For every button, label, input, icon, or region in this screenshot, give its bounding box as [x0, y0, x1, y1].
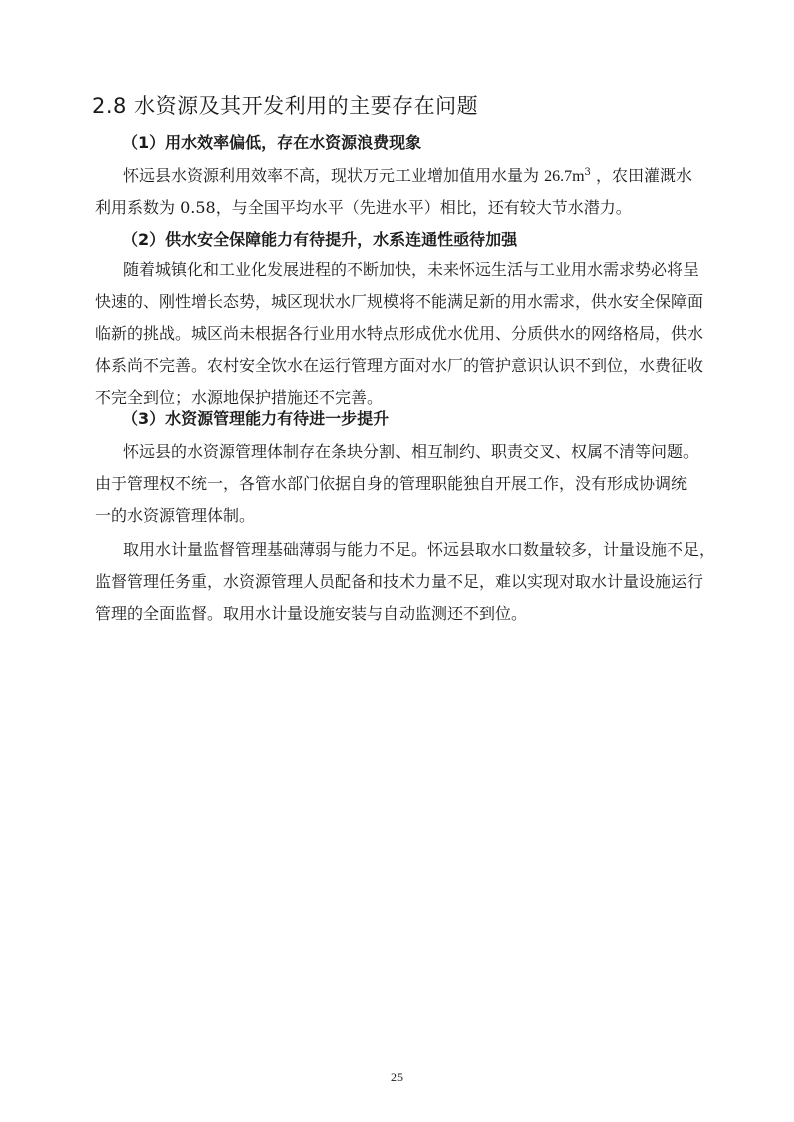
page-number: 25: [391, 1070, 403, 1084]
paragraph-line: [95, 160, 705, 192]
issue-3-paragraph-2: [95, 534, 716, 630]
water-use-value: 26.7m: [544, 168, 585, 185]
paragraph-line: 监督管理任务重，水资源管理人员配备和技术力量不足，难以实现对取水计量设施运行: [95, 572, 704, 591]
paragraph-line: 怀远县的水资源管理体制存在条块分割、相互制约、职责交叉、权属不清等问题。: [123, 442, 700, 461]
issue-3-heading: （3）水资源管理能力有待进一步提升: [122, 409, 390, 428]
paragraph-line: 快速的、刚性增长态势，城区现状水厂规模将不能满足新的用水需求，供水安全保障面: [95, 292, 704, 311]
paragraph-line: 由于管理权不统一，各管水部门依据自身的管理职能独自开展工作，没有形成协调统: [95, 474, 688, 493]
paragraph-line: 管理的全面监督。取用水计量设施安装与自动监测还不到位。: [95, 604, 528, 623]
paragraph-line: 体系尚不完善。农村安全饮水在运行管理方面对水厂的管护意识认识不到位，水费征收: [95, 356, 704, 375]
paragraph-line: 临新的挑战。城区尚未根据各行业用水特点形成优水优用、分质供水的网络格局，供水: [95, 324, 704, 343]
paragraph-line: 取用水计量监督管理基础薄弱与能力不足。怀远县取水口数量较多，计量设施不足，: [123, 540, 716, 559]
paragraph-line: 不完全到位；水源地保护措施还不完善。: [95, 388, 384, 407]
text-run: ，农田灌溉水: [590, 166, 693, 185]
issue-3-paragraph-1: [95, 436, 705, 532]
issue-2-paragraph: [95, 254, 705, 414]
issue-1-heading: （1）用水效率偏低，存在水资源浪费现象: [122, 133, 422, 152]
paragraph-line: 利用系数为 0.58，与全国平均水平（先进水平）相比，还有较大节水潜力。: [95, 198, 632, 217]
paragraph-line: 随着城镇化和工业化发展进程的不断加快，未来怀远生活与工业用水需求势必将呈: [123, 260, 700, 279]
issue-1-paragraph: [95, 160, 705, 224]
issue-2-heading: （2）供水安全保障能力有待提升，水系连通性亟待加强: [122, 230, 518, 249]
superscript: 3: [584, 167, 591, 178]
text-run: 怀远县水资源利用效率不高，现状万元工业增加值用水量为: [123, 166, 545, 185]
section-title: 2.8 水资源及其开发利用的主要存在问题: [92, 94, 479, 118]
paragraph-line: 一的水资源管理体制。: [95, 506, 256, 525]
